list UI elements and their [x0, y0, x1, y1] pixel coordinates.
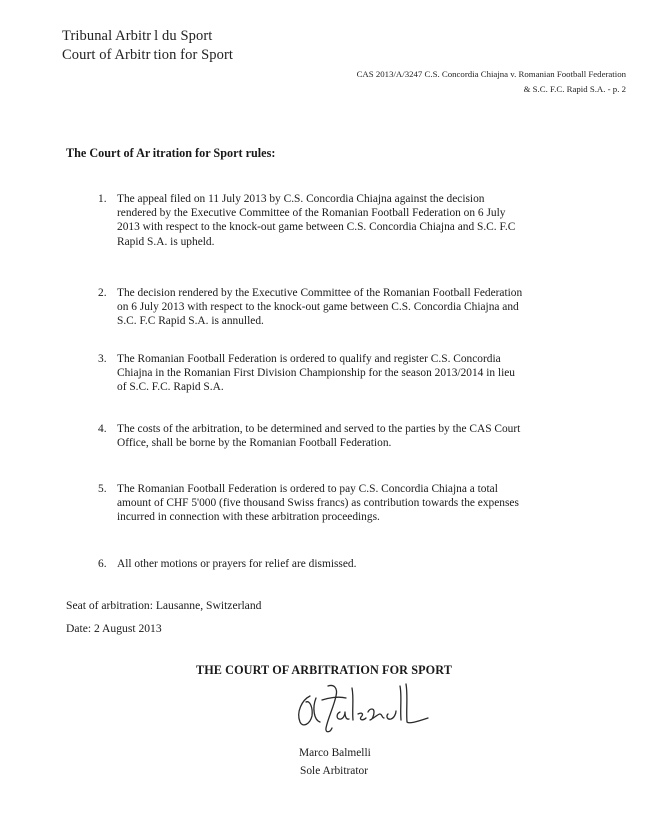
- ruling-number: 2.: [98, 287, 107, 299]
- ruling-line: incurred in connection with these arbitration proceedings.: [117, 511, 380, 524]
- ruling-line: The Romanian Football Federation is ordered to pay C.S. Concordia Chiajna a total: [117, 483, 498, 495]
- ruling-line: rendered by the Executive Committee of the Romanian Football Federation on 6 July: [117, 207, 506, 220]
- ruling-number: 6.: [98, 558, 107, 570]
- ruling-text: [117, 482, 626, 525]
- signatory-name: Marco Balmelli: [299, 747, 371, 759]
- signatory-role: Sole Arbitrator: [300, 765, 369, 777]
- ruling-line: Chiajna in the Romanian First Division Championship for the season 2013/2014 in lieu: [117, 367, 516, 380]
- ruling-line: on 6 July 2013 with respect to the knock-out game between C.S. Concordia Chiajna and: [117, 301, 519, 314]
- ruling-number: 5.: [98, 483, 107, 495]
- ruling-line: Office, shall be borne by the Romanian Football Federation.: [117, 437, 392, 450]
- ruling-line: The costs of the arbitration, to be determined and served to the parties by the CAS Court: [117, 423, 521, 435]
- ruling-number: 1.: [98, 193, 107, 205]
- ruling-line: S.C. F.C Rapid S.A. is annulled.: [117, 315, 264, 328]
- handwritten-signature: [288, 678, 448, 738]
- seat-of-arbitration: Seat of arbitration: Lausanne, Switzerland: [66, 599, 262, 612]
- decision-date: Date: 2 August 2013: [66, 622, 162, 635]
- ruling-text: [117, 286, 626, 329]
- ruling-line: The decision rendered by the Executive Committee of the Romanian Football Federation: [117, 287, 523, 299]
- case-reference: CAS 2013/A/3247 C.S. Concordia Chiajna v. Romanian Football Federation: [356, 69, 626, 79]
- tribunal-name-french: Tribunal Arbitr l du Sport: [62, 28, 213, 44]
- ruling-line: amount of CHF 5'000 (five thousand Swiss francs) as contribution towards the expenses: [117, 497, 519, 510]
- ruling-line: The Romanian Football Federation is ordered to qualify and register C.S. Concordia: [117, 353, 501, 365]
- court-title: THE COURT OF ARBITRATION FOR SPORT: [196, 663, 452, 677]
- ruling-number: 3.: [98, 353, 107, 365]
- ruling-line: The appeal filed on 11 July 2013 by C.S. Concordia Chiajna against the decision: [117, 193, 485, 205]
- ruling-line: Rapid S.A. is upheld.: [117, 235, 215, 248]
- ruling-number: 4.: [98, 423, 107, 435]
- tribunal-name-english: Court of Arbitr tion for Sport: [62, 47, 234, 63]
- rulings-intro: The Court of Ar itration for Sport rules:: [66, 146, 276, 160]
- case-reference-page: & S.C. F.C. Rapid S.A. - p. 2: [523, 84, 626, 94]
- ruling-line: 2013 with respect to the knock-out game between C.S. Concordia Chiajna and S.C. F.C: [117, 221, 516, 234]
- ruling-line: All other motions or prayers for relief are dismissed.: [117, 558, 357, 570]
- ruling-line: of S.C. F.C. Rapid S.A.: [117, 381, 224, 394]
- ruling-text: [117, 557, 626, 571]
- ruling-text: [117, 352, 626, 395]
- ruling-text: [117, 192, 626, 249]
- ruling-text: [117, 422, 626, 450]
